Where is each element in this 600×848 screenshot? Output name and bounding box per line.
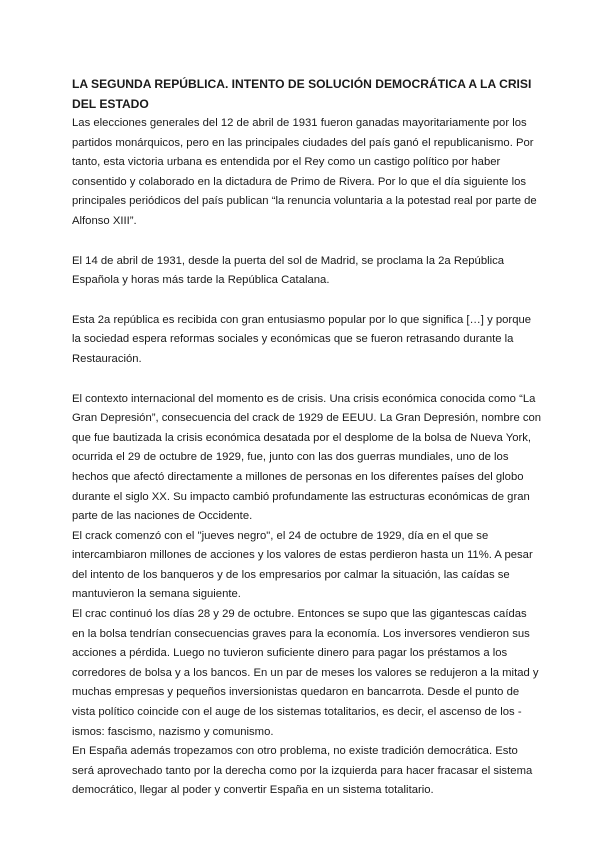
paragraph-international-context: El contexto internacional del momento es de crisis. Una crisis económica conocida como “La Gran Depresión”, consecuencia del crack de 1929 de EEUU. La Gran Depresión, nombre con que fue bautizada la crisis económica desatada por el desplome de la bolsa de Nueva York, ocurrida el 29 de octubre de 1929, fue, junto con las dos guerras mundiales, uno de los hechos que afectó directamente a millones de personas en los diferentes países del globo durante el siglo XX. Su impacto cambió profundamente las estructuras económicas de gran parte de las naciones de Occidente.: [72, 392, 542, 523]
paragraph-spacer: [72, 370, 542, 390]
paragraph-spacer: [72, 232, 542, 252]
paragraph-crash-continues: El crac continuó los días 28 y 29 de octubre. Entonces se supo que las gigantescas caídas en la bolsa tendrían consecuencias graves para la economía. Los inversores vendieron sus acciones a pérdida. Luego no tuvieron suficiente dinero para pagar los préstamos a los corredores de bolsa y a los bancos. En un par de meses los valores se redujeron a la mitad y muchas empresas y pequeños inversionistas quedaron en bancarrota. Desde el punto de vista político coincide con el auge de los sistemas totalitarios, es decir, el ascenso de los -ismos: fascismo, nazismo y comunismo.: [72, 608, 539, 738]
paragraph-spain-problem: En España además tropezamos con otro problema, no existe tradición democrática. Esto será aprovechado tanto por la derecha como por la izquierda para hacer fracasar el sistema democrático, llegar al poder y convertir España en un sistema totalitario.: [72, 745, 533, 797]
paragraph-black-thursday: El crack comenzó con el "jueves negro", el 24 de octubre de 1929, día en el que se intercambiaron millones de acciones y los valores de estas perdieron hasta un 11%. A pesar del intento de los banqueros y de los empresarios por calmar la situación, las caídas se mantuvieron la semana siguiente.: [72, 529, 533, 601]
paragraph-proclamation: El 14 de abril de 1931, desde la puerta del sol de Madrid, se proclama la 2a República Española y horas más tarde la República Catalana.: [72, 254, 505, 287]
paragraph-reception: Esta 2a república es recibida con gran entusiasmo popular por lo que significa […] y porque la sociedad espera reformas sociales y económicas que se fueron retrasando durante la Restauración.: [72, 313, 532, 365]
paragraph-spacer: [72, 291, 542, 311]
document-title: LA SEGUNDA REPÚBLICA. INTENTO DE SOLUCIÓN DEMOCRÁTICA A LA CRISI DEL ESTADO: [72, 77, 532, 111]
paragraph-elections: Las elecciones generales del 12 de abril de 1931 fueron ganadas mayoritariamente por los partidos monárquicos, pero en las principales ciudades del país ganó el republicanismo. Por tanto, esta victoria urbana es entendida por el Rey como un castigo político por haber consentido y colaborado en la dictadura de Primo de Rivera. Por lo que el día siguiente los principales periódicos del país publican “la renuncia voluntaria a la potestad real por parte de Alfonso XIII”.: [72, 117, 537, 227]
document-page: [72, 74, 542, 801]
